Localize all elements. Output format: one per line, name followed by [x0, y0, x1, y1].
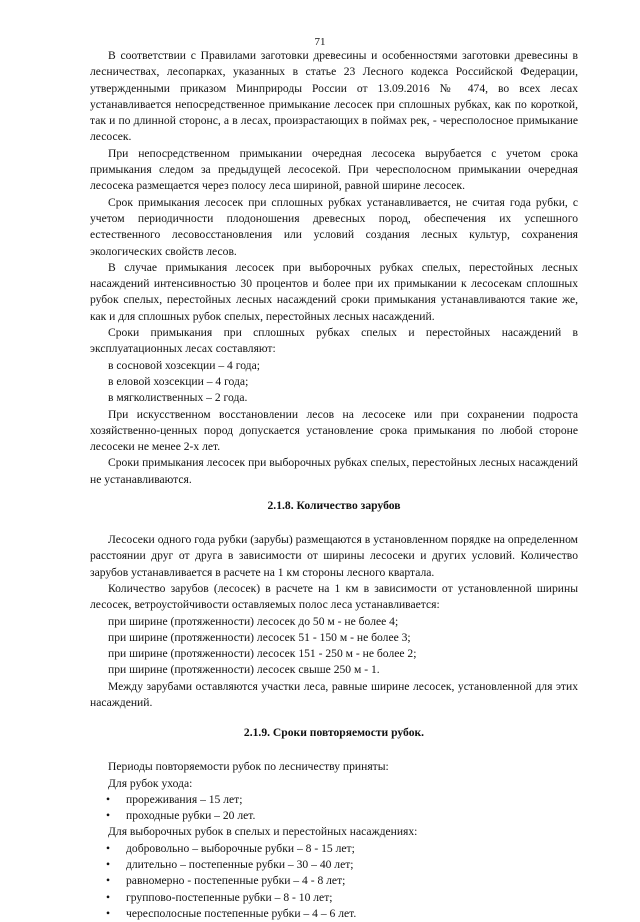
section-heading-2-1-9: 2.1.9. Сроки повторяемости рубок.: [243, 726, 425, 740]
paragraph: В соответствии с Правилами заготовки древесины и особенностями заготовки древесины в лесничествах, лесопарках, указанных в статье 23 Лесного кодекса Российской Федерации, утвержденными приказом Минприроды России от 13.09.2016 № 474, во всех лесах устанавливается непосредственное примыкание лесосек при сплошных рубках, как по короткой, так и по длинной сторонс, а в лесах, произрастающих в поймах рек, - чересполосное примыкание лесосек.: [90, 49, 578, 144]
list-intro: Периоды повторяемости рубок по лесничеству приняты:: [108, 760, 389, 774]
term-line: в еловой хозсекции – 4 года;: [108, 374, 249, 388]
list-intro: Для рубок ухода:: [108, 776, 193, 790]
page-number: 71: [314, 36, 326, 48]
paragraph: Сроки примыкания при сплошных рубках спелых и перестойных насаждений в эксплуатационных лесах составляют:: [90, 326, 578, 356]
list-item: • проходные рубки – 20 лет.: [90, 808, 578, 824]
care-list: [90, 792, 578, 825]
paragraph: Между зарубами оставляются участки леса, равные ширине лесосек, установленной для этих насаждений.: [90, 679, 578, 709]
list-item: • равномерно - постепенные рубки – 4 - 8 лет;: [90, 873, 578, 889]
width-line: при ширине (протяженности) лесосек 151 - 250 м - не более 2;: [108, 647, 417, 661]
paragraph: Количество зарубов (лесосек) в расчете на 1 км в зависимости от установленной ширины лесосек, ветроустойчивости оставляемых полос леса устанавливается:: [90, 581, 578, 612]
list-item: • группово-постепенные рубки – 8 - 10 лет;: [90, 890, 578, 906]
paragraph: При искусственном восстановлении лесов на лесосеке или при сохранении подроста хозяйственно-ценных пород допускается установление срока примыкания по любой стороне лесосеки не менее 2-х лет.: [90, 407, 578, 454]
paragraph: В случае примыкания лесосек при выборочных рубках спелых, перестойных лесных насаждений интенсивностью 30 процентов и более при их примыкании к лесосекам сплошных рубок спелых, перестойных лесных насаждений сроки примыкания устанавливаются такие же, как и для сплошных рубок спелых, перестойных лесных насаждений.: [90, 260, 578, 323]
term-line: в сосновой хозсекции – 4 года;: [108, 358, 260, 372]
paragraph: Лесосеки одного года рубки (зарубы) размещаются в установленном порядке на определенном расстоянии друг от друга в зависимости от ширины лесосеки и других условий. Количество зарубов устанавливается в расчете на 1 км стороны лесного квартала.: [90, 533, 578, 579]
paragraph: При непосредственном примыкании очередная лесосека вырубается с учетом срока примыкания следом за предыдущей лесосекой. При чересполосном примыкании очередная лесосека размещается через полосу леса шириной, равной ширине лесосек.: [90, 146, 578, 193]
page-content: [90, 48, 578, 922]
width-line: при ширине (протяженности) лесосек до 50 м - не более 4;: [108, 614, 399, 628]
list-item: • чересполосные постепенные рубки – 4 – 6 лет.: [90, 906, 578, 922]
paragraph: Срок примыкания лесосек при сплошных рубках устанавливается, не считая года рубки, с учетом периодичности плодоношения древесных пород, обеспечения их успешного естественного лесовосстановления или условий создания лесных культур, сохранения экологических свойств лесов.: [90, 195, 578, 258]
width-line: при ширине (протяженности) лесосек 51 - 150 м - не более 3;: [108, 630, 411, 644]
width-line: при ширине (протяженности) лесосек свыше 250 м - 1.: [108, 663, 380, 677]
list-item: • длительно – постепенные рубки – 30 – 40 лет;: [90, 857, 578, 873]
term-line: в мягколиственных – 2 года.: [108, 391, 248, 405]
paragraph: Сроки примыкания лесосек при выборочных рубках спелых, перестойных лесных насаждений не устанавливаются.: [90, 456, 578, 486]
list-intro: Для выборочных рубок в спелых и перестойных насаждениях:: [108, 825, 418, 839]
selective-list: [90, 841, 578, 922]
list-item: • прореживания – 15 лет;: [90, 792, 578, 808]
section-heading-2-1-8: 2.1.8. Количество зарубов: [267, 499, 401, 513]
list-item: • добровольно – выборочные рубки – 8 - 15 лет;: [90, 841, 578, 857]
